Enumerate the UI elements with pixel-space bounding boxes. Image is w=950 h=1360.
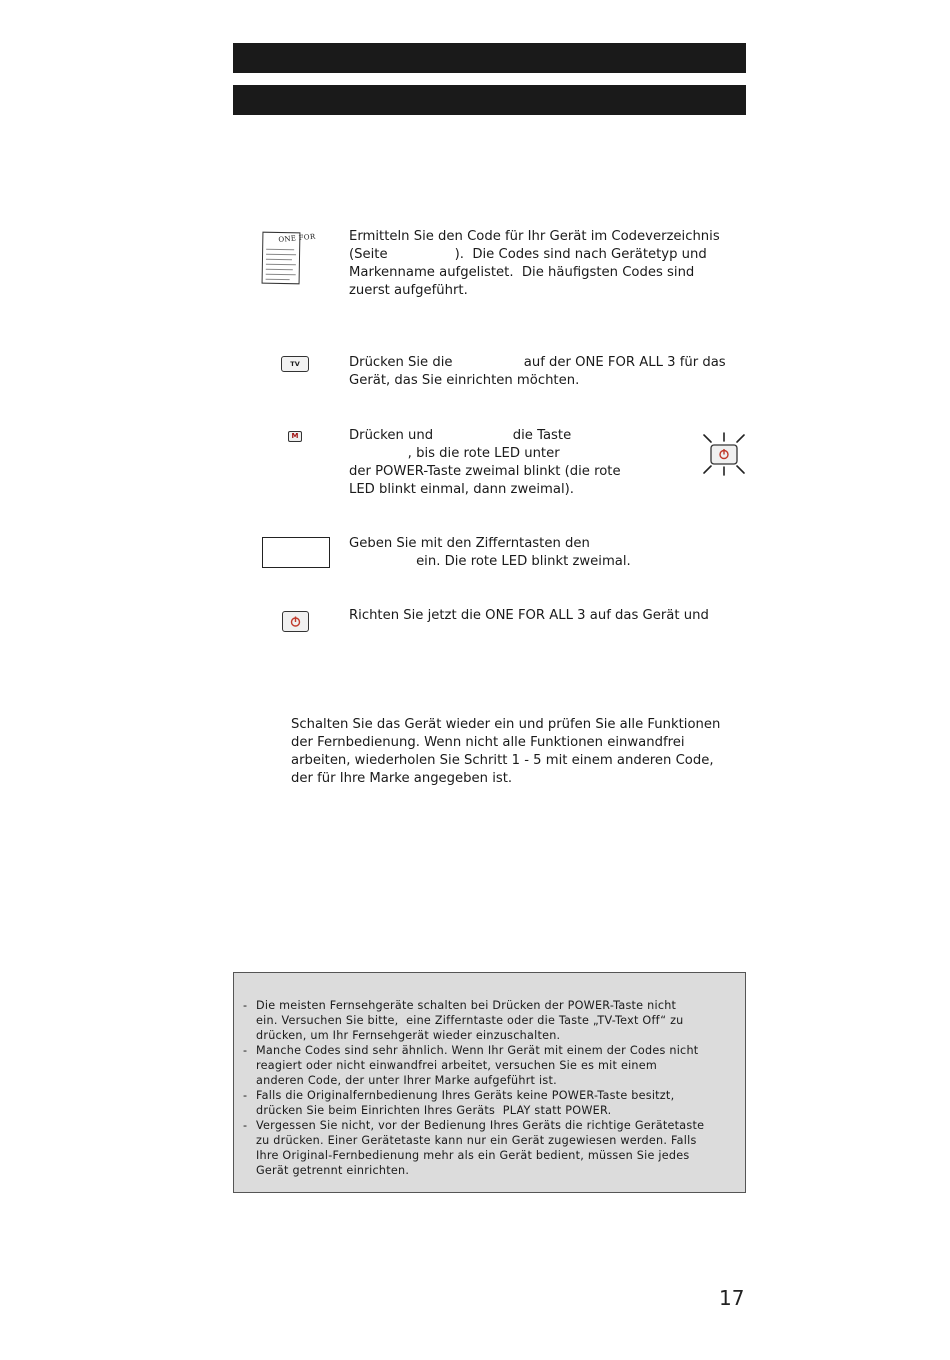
code-entry-box-icon <box>262 537 330 568</box>
step-3-text: Drücken und die Taste , bis die rote LED unter der POWER-Taste zweimal blinkt (die rote LED blinkt einmal, dann zweimal). <box>349 428 621 497</box>
power-key-icon <box>282 611 309 632</box>
step-4-text: Geben Sie mit den Zifferntasten den ein. Die rote LED blinkt zweimal. <box>349 536 631 569</box>
note-item: - Vergessen Sie nicht, vor der Bedienung Ihres Geräts die richtige Gerätetaste zu drücken. Einer Gerätetaste kann nur ein Gerät zugewiesen werden. Falls Ihre Original-Fernbedienung mehr als ein Gerät bedient, müssen Sie jedes Gerät getrennt einrichten. <box>243 1119 705 1177</box>
verification-paragraph: Schalten Sie das Gerät wieder ein und prüfen Sie alle Funktionen der Fernbedienung. Wenn nicht alle Funktionen einwandfrei arbeiten, wiederholen Sie Schritt 1 - 5 mit einem anderen Code, der für Ihre Marke angegeben ist. <box>291 717 721 786</box>
step-2-text: Drücken Sie die auf der ONE FOR ALL 3 für das Gerät, das Sie einrichten möchten. <box>349 355 726 388</box>
note-item: - Die meisten Fernsehgeräte schalten bei Drücken der POWER-Taste nicht ein. Versuchen Sie bitte, eine Zifferntaste oder die Taste „TV-Text Off“ zu drücken, um Ihr Fernsehgerät wieder einzuschalten. <box>243 999 684 1042</box>
step-1-text: Ermitteln Sie den Code für Ihr Gerät im Codeverzeichnis (Seite ). Die Codes sind nach Gerätetyp und Markenname aufgelistet. Die häufigsten Codes sind zuerst aufgeführt. <box>349 229 720 298</box>
step-5-text: Richten Sie jetzt die ONE FOR ALL 3 auf das Gerät und <box>349 608 709 623</box>
magic-key-icon: M <box>288 431 302 442</box>
note-item: - Falls die Originalfernbedienung Ihres Geräts keine POWER-Taste besitzt, drücken Sie beim Einrichten Ihres Geräts PLAY statt POWER. <box>243 1089 675 1117</box>
header-bar-bottom <box>233 85 746 115</box>
header-bar-top <box>233 43 746 73</box>
code-list-booklet-icon <box>262 232 316 285</box>
note-item: - Manche Codes sind sehr ähnlich. Wenn Ihr Gerät mit einem der Codes nicht reagiert oder nicht einwandfrei arbeitet, versuchen Sie es mit einem anderen Code, der unter Ihrer Marke aufgeführt ist. <box>243 1044 699 1087</box>
tv-key-icon: TV <box>281 356 309 372</box>
booklet-title: ONE FOR <box>278 232 316 244</box>
notes-list <box>243 998 704 1178</box>
page-number: 17 <box>719 1286 745 1310</box>
blinking-led-power-icon <box>699 429 749 479</box>
